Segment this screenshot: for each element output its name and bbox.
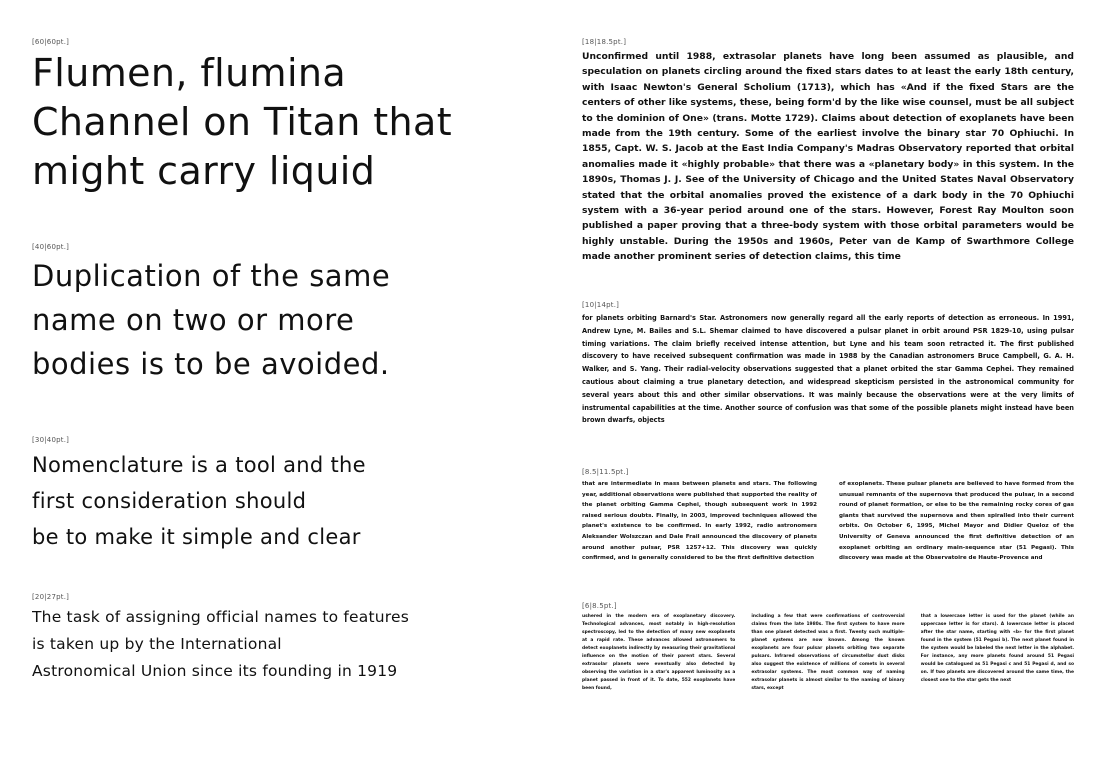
text-block-8pt [582, 468, 1074, 596]
column-1: ushered in the modern era of exoplanetary discovery. Technological advances, most notably in high-resolution spectroscopy, led to the detection of many new exoplanets at a rapid rate. These advances allowed astronomers to detect exoplanets indirectly by measuring their gravitational influence on the motion of their parent stars. Several extrasolar planets were eventually also detected by observing the variation in a star's apparent luminosity as a planet passed in front of it. To date, 552 exoplanets have been found, [582, 614, 736, 691]
size-tag: [10|14pt.] [582, 301, 620, 309]
right-page [582, 38, 1074, 708]
size-tag: [6|8.5pt.] [582, 602, 617, 610]
specimen-line: name on two or more [32, 303, 355, 337]
specimen-40pt [32, 243, 532, 436]
three-column-text [582, 613, 1074, 702]
specimen-line: Flumen, flumina [32, 51, 347, 95]
column-3: that a lowercase letter is used for the planet (while an uppercase letter is for stars). A lowercase letter is placed after the star name, starting with «b» for the first planet found in the system (51 Pegasi b). The next planet found in the system would be labeled the next letter in the alphabet. For instance, any more planets found around 51 Pegasi would be catalogued as 51 Pegasi c and 51 Pegasi d, and so on. If two planets are discovered around the same time, the closest one to the star gets the next [920, 614, 1074, 683]
size-tag: [20|27pt.] [32, 593, 70, 601]
size-tag: [60|60pt.] [32, 38, 70, 46]
specimen-line: might carry liquid [32, 149, 376, 193]
size-tag: [18|18.5pt.] [582, 38, 627, 46]
column-2: including a few that were confirmations of controversial claims from the late 1980s. The first system to have more than one planet detected was a first. Twenty such multiple-planet systems are now known. Among the known exoplanets are four pulsar planets orbiting two separate pulsars. Infrared observations of circumstellar dust disks also suggest the existence of millions of comets in several extrasolar systems. The most common way of naming extrasolar planets is almost similar to the naming of binary stars, except [751, 614, 905, 691]
specimen-line: Duplication of the same [32, 259, 391, 293]
specimen-line: Nomenclature is a tool and the [32, 453, 366, 477]
left-page [32, 38, 532, 685]
size-tag: [30|40pt.] [32, 436, 70, 444]
specimen-20pt [32, 593, 532, 685]
size-tag: [40|60pt.] [32, 243, 70, 251]
body-text: Unconfirmed until 1988, extrasolar planets have long been assumed as plausible, and speculation on planets circling around the fixed stars dates to at least the early 18th century, with Isaac Newton's General Scholium (1713), which has «And if the fixed Stars are the centers of other like systems, these, being form'd by the like wise counsel, must be all subject to the dominion of One» (trans. Motte 1729). Claims about detection of exoplanets have been made from the 19th century. Some of the earliest involve the binary star 70 Ophiuchi. In 1855, Capt. W. S. Jacob at the East India Company's Madras Observatory reported that orbital anomalies made it «highly probable» that there was a «planetary body» in this system. In the 1890s, Thomas J. J. See of the University of Chicago and the United States Naval Observatory stated that the orbital anomalies proved the existence of a dark body in the 70 Ophiuchi system with a 36-year period around one of the stars. However, Forest Ray Moulton soon published a paper proving that a three-body system with those orbital parameters would be highly unstable. During the 1950s and 1960s, Peter van de Kamp of Swarthmore College made another prominent series of detection claims, this time [582, 51, 1074, 263]
two-column-text [582, 479, 1074, 596]
specimen-line: Astronomical Union since its founding in 1919 [32, 662, 398, 680]
column-2: of exoplanets. These pulsar planets are believed to have formed from the unusual remnants of the supernova that produced the pulsar, in a second round of planet formation, or else to be the remaining rocky cores of gas giants that survived the supernova and then spiralled into their current orbits. On October 6, 1995, Michel Mayor and Didier Queloz of the University of Geneva announced the first definitive detection of an exoplanet orbiting an ordinary main-sequence star (51 Pegasi). This discovery was made at the Observatoire de Haute-Provence and [839, 481, 1074, 562]
size-tag: [8.5|11.5pt.] [582, 468, 629, 476]
specimen-30pt [32, 436, 532, 593]
specimen-line: bodies is to be avoided. [32, 347, 390, 381]
specimen-line: is taken up by the International [32, 635, 282, 653]
specimen-line: The task of assigning official names to features [32, 608, 410, 626]
specimen-60pt [32, 38, 532, 243]
specimen-line: be to make it simple and clear [32, 525, 361, 549]
text-block-10pt [582, 301, 1074, 462]
body-text: for planets orbiting Barnard's Star. Astronomers now generally regard all the early reports of detection as erroneous. In 1991, Andrew Lyne, M. Bailes and S.L. Shemar claimed to have discovered a pulsar planet in orbit around PSR 1829-10, using pulsar timing variations. The claim briefly received intense attention, but Lyne and his team soon retracted it. The first published discovery to have received subsequent confirmation was made in 1988 by the Canadian astronomers Bruce Campbell, G. A. H. Walker, and S. Yang. Their radial-velocity observations suggested that a planet orbited the star Gamma Cephei. They remained cautious about claiming a true planetary detection, and widespread skepticism persisted in the astronomical community for several years about this and other similar observations. It was mainly because the observations were at the very limits of instrumental capabilities at the time. Another source of confusion was that some of the possible planets might instead have been brown dwarfs, objects [582, 314, 1074, 425]
specimen-line: Channel on Titan that [32, 100, 453, 144]
specimen-line: first consideration should [32, 489, 307, 513]
text-block-6pt [582, 602, 1074, 702]
text-block-18pt [582, 38, 1074, 295]
column-1: that are intermediate in mass between planets and stars. The following year, additional observations were published that supported the reality of the planet orbiting Gamma Cephei, though subsequent work in 1992 raised serious doubts. Finally, in 2003, improved techniques allowed the planet's existence to be confirmed. In early 1992, radio astronomers Aleksander Wolszczan and Dale Frail announced the discovery of planets around another pulsar, PSR 1257+12. This discovery was quickly confirmed, and is generally considered to be the first definitive detection [582, 481, 817, 562]
